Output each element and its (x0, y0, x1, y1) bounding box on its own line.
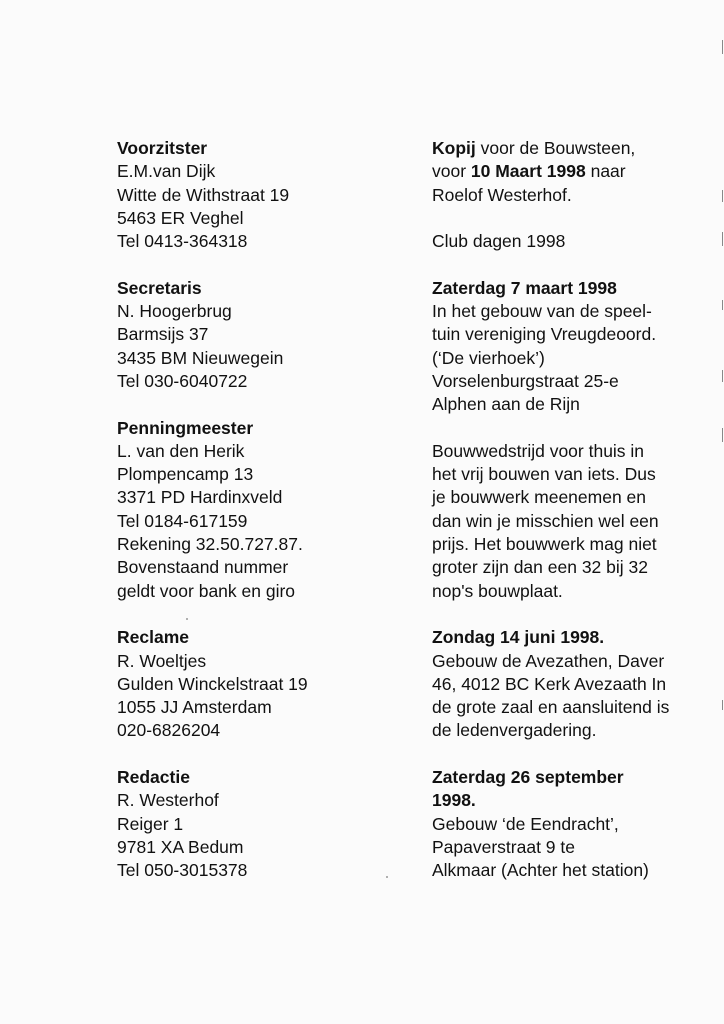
role-title: Voorzitster (117, 138, 208, 158)
contact-line: R. Westerhof (117, 790, 219, 811)
event-block-26-september (432, 766, 712, 882)
scan-edge-mark (722, 428, 723, 442)
event-title: Zaterdag 7 maart 1998 (432, 277, 617, 298)
event-title: Zondag 14 juni 1998. (432, 627, 605, 648)
contact-line: Gulden Winckelstraat 19 (117, 673, 308, 694)
event-line: de grote zaal en aansluitend is (432, 697, 670, 718)
kopij-text: naar (585, 161, 626, 182)
contact-line: Reiger 1 (117, 813, 184, 834)
contact-line: geldt voor bank en giro (117, 580, 296, 601)
role-title: Redactie (117, 767, 190, 788)
event-line: 46, 4012 BC Kerk Avezaath In (432, 673, 667, 694)
event-line: (‘De vierhoek’) (432, 347, 545, 368)
event-line: In het gebouw van de speel- (432, 301, 652, 322)
kopij-line-2 (432, 160, 712, 183)
scan-edge-mark (722, 232, 723, 246)
bouwwedstrijd-line: groter zijn dan een 32 bij 32 (432, 557, 648, 578)
contact-line: Tel 050-3015378 (117, 860, 248, 881)
kopij-text: voor (432, 161, 471, 182)
bouwwedstrijd-line: Bouwwedstrijd voor thuis in (432, 440, 645, 461)
bouwwedstrijd-block (432, 440, 712, 603)
bouwwedstrijd-line: dan win je misschien wel een (432, 510, 659, 531)
role-title: Penningmeester (117, 417, 254, 438)
event-line: tuin vereniging Vreugdeoord. (432, 324, 657, 345)
scan-speck (186, 618, 188, 620)
event-line: Alphen aan de Rijn (432, 394, 580, 415)
contact-block-reclame (117, 626, 407, 742)
event-title: 1998. (432, 790, 476, 811)
contact-line: Bovenstaand nummer (117, 557, 289, 578)
event-block-14-juni (432, 626, 712, 742)
contact-line: E.M.van Dijk (117, 161, 216, 182)
kopij-bold: Kopij (432, 138, 476, 158)
contact-line: Tel 0413-364318 (117, 231, 248, 252)
kopij-line-3: Roelof Westerhof. (432, 184, 572, 205)
contact-line: 5463 ER Veghel (117, 207, 244, 228)
contact-line: Rekening 32.50.727.87. (117, 534, 303, 555)
event-line: Alkmaar (Achter het station) (432, 860, 649, 881)
contact-block-penningmeester (117, 417, 407, 603)
club-info-column (432, 137, 712, 906)
scan-edge-mark (722, 300, 723, 310)
event-line: Vorselenburgstraat 25-e (432, 370, 619, 391)
club-dagen-heading-block (432, 230, 712, 253)
bouwwedstrijd-line: je bouwwerk meenemen en (432, 487, 647, 508)
contact-line: L. van den Herik (117, 440, 245, 461)
role-title: Reclame (117, 627, 189, 648)
bouwwedstrijd-line: het vrij bouwen van iets. Dus (432, 464, 656, 485)
kopij-text: voor de Bouwsteen, (475, 138, 636, 158)
contact-block-voorzitster (117, 137, 407, 253)
kopij-deadline: 10 Maart 1998 (470, 161, 586, 182)
event-line: de ledenvergadering. (432, 720, 597, 741)
scan-speck (386, 876, 388, 878)
board-contacts-column (117, 137, 407, 906)
contact-line: 1055 JJ Amsterdam (117, 697, 272, 718)
contact-line: N. Hoogerbrug (117, 301, 232, 322)
contact-line: 9781 XA Bedum (117, 836, 244, 857)
event-line: Papaverstraat 9 te (432, 836, 575, 857)
scan-edge-mark (722, 370, 723, 382)
contact-line: 020-6826204 (117, 720, 221, 741)
scan-edge-mark (722, 190, 723, 202)
kopij-line-1 (432, 137, 712, 160)
contact-block-secretaris (117, 277, 407, 393)
contact-line: Tel 030-6040722 (117, 370, 248, 391)
role-title: Secretaris (117, 277, 202, 298)
contact-line: Witte de Withstraat 19 (117, 184, 290, 205)
contact-line: 3435 BM Nieuwegein (117, 347, 284, 368)
scan-edge-mark (722, 700, 723, 710)
contact-line: R. Woeltjes (117, 650, 207, 671)
kopij-notice (432, 137, 712, 207)
bouwwedstrijd-line: nop's bouwplaat. (432, 580, 563, 601)
event-block-7-maart (432, 277, 712, 417)
club-dagen-heading: Club dagen 1998 (432, 231, 566, 252)
bouwwedstrijd-line: prijs. Het bouwwerk mag niet (432, 534, 657, 555)
contact-block-redactie (117, 766, 407, 882)
event-line: Gebouw de Avezathen, Daver (432, 650, 665, 671)
event-line: Gebouw ‘de Eendracht’, (432, 813, 619, 834)
contact-line: Tel 0184-617159 (117, 510, 248, 531)
scan-edge-mark (722, 40, 723, 54)
contact-line: Barmsijs 37 (117, 324, 209, 345)
contact-line: Plompencamp 13 (117, 464, 254, 485)
contact-line: 3371 PD Hardinxveld (117, 487, 283, 508)
event-title: Zaterdag 26 september (432, 767, 624, 788)
